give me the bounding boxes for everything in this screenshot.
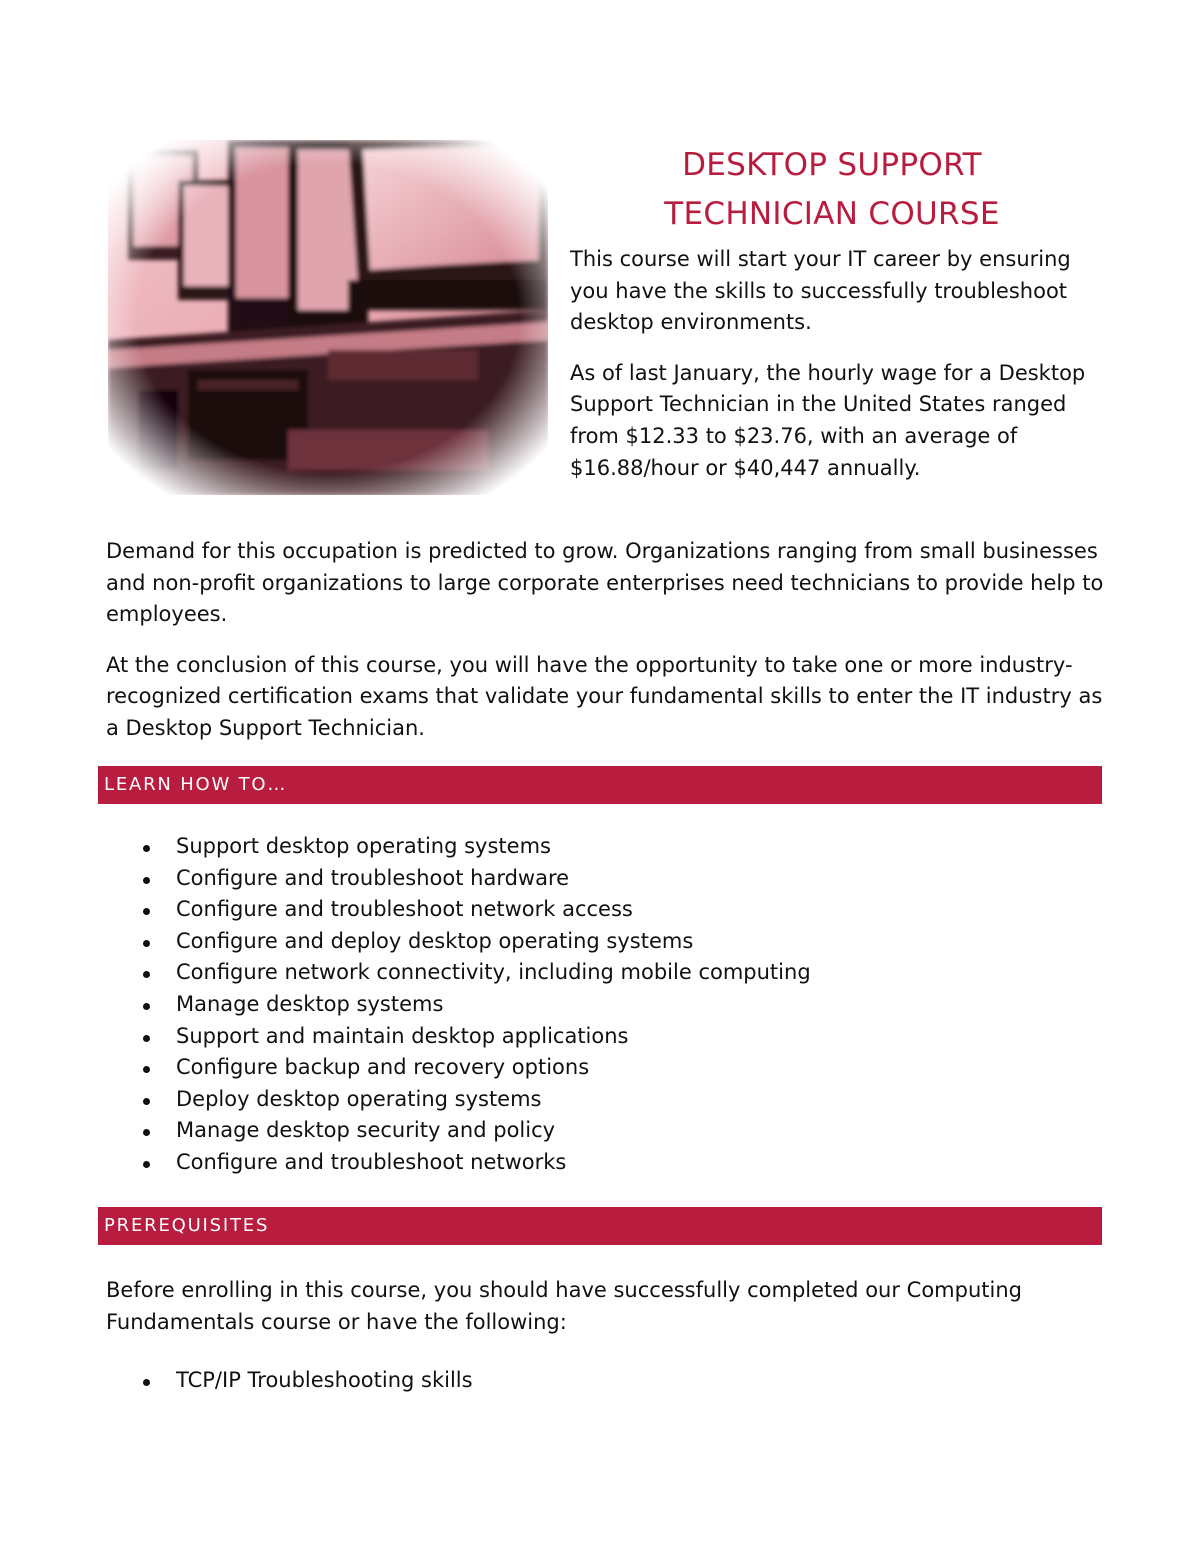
list-item-text: Configure and troubleshoot network access [176, 897, 633, 922]
list-item-text: Manage desktop systems [176, 991, 444, 1016]
body-paragraph-demand: Demand for this occupation is predicted to grow. Organizations ranging from small businesses and non-profit organizations to large corporate enterprises need technicians to provide help to employees. [106, 539, 1104, 627]
list-item [0, 989, 811, 1021]
bullet-icon [143, 908, 150, 915]
intro-paragraph-career: This course will start your IT career by ensuring you have the skills to successfully troubleshoot desktop environments. [570, 247, 1071, 335]
list-item [0, 863, 811, 895]
list-item-text: Deploy desktop operating systems [176, 1086, 542, 1111]
list-item-text: TCP/IP Troubleshooting skills [176, 1368, 473, 1392]
prerequisites-list [0, 1365, 473, 1397]
prerequisites-heading: PREREQUISITES [98, 1207, 1102, 1245]
bullet-icon [143, 940, 150, 947]
learn-heading: LEARN HOW TO… [98, 766, 1102, 804]
page-title [560, 141, 1104, 239]
computer-lab-photo [108, 140, 548, 495]
list-item-text: Support and maintain desktop applications [176, 1023, 629, 1048]
title-line-1: DESKTOP SUPPORT [682, 147, 982, 183]
list-item [0, 1052, 811, 1084]
bullet-icon [143, 1035, 150, 1042]
bullet-icon [143, 1003, 150, 1010]
intro-paragraph-wage: As of last January, the hourly wage for a Desktop Support Technician in the United States ranged from $12.33 to $23.76, with an average of $16.88/hour or $40,447 annually. [570, 360, 1086, 480]
list-item [0, 1021, 811, 1053]
bullet-icon [143, 1066, 150, 1073]
list-item [0, 957, 811, 989]
bullet-icon [143, 1379, 150, 1386]
bullet-icon [143, 1129, 150, 1136]
list-item-text: Configure and deploy desktop operating systems [176, 928, 694, 953]
list-item-text: Configure backup and recovery options [176, 1055, 590, 1080]
list-item [0, 1147, 811, 1179]
prerequisites-paragraph: Before enrolling in this course, you should have successfully completed our Computing Fundamentals course or have the following: [106, 1278, 1022, 1334]
list-item [0, 1115, 811, 1147]
bullet-icon [143, 1161, 150, 1168]
list-item [0, 926, 811, 958]
list-item-text: Manage desktop security and policy [176, 1118, 556, 1143]
bullet-icon [143, 1098, 150, 1105]
bullet-icon [143, 877, 150, 884]
body-section [106, 536, 1106, 764]
list-item-text: Configure network connectivity, including mobile computing [176, 960, 811, 985]
list-item-text: Support desktop operating systems [176, 834, 551, 858]
bullet-icon [143, 845, 150, 852]
list-item [0, 1365, 473, 1397]
list-item [0, 894, 811, 926]
title-line-2: TECHNICIAN COURSE [664, 196, 1000, 232]
learn-list [0, 831, 811, 1179]
list-item-text: Configure and troubleshoot hardware [176, 865, 570, 890]
list-item [0, 831, 811, 863]
body-paragraph-certification: At the conclusion of this course, you will have the opportunity to take one or more industry-recognized certification exams that validate your fundamental skills to enter the IT industry as a Desktop Support Technician. [106, 652, 1103, 740]
list-item-text: Configure and troubleshoot networks [176, 1149, 567, 1174]
list-item [0, 1084, 811, 1116]
bullet-icon [143, 971, 150, 978]
intro-section [570, 244, 1110, 503]
